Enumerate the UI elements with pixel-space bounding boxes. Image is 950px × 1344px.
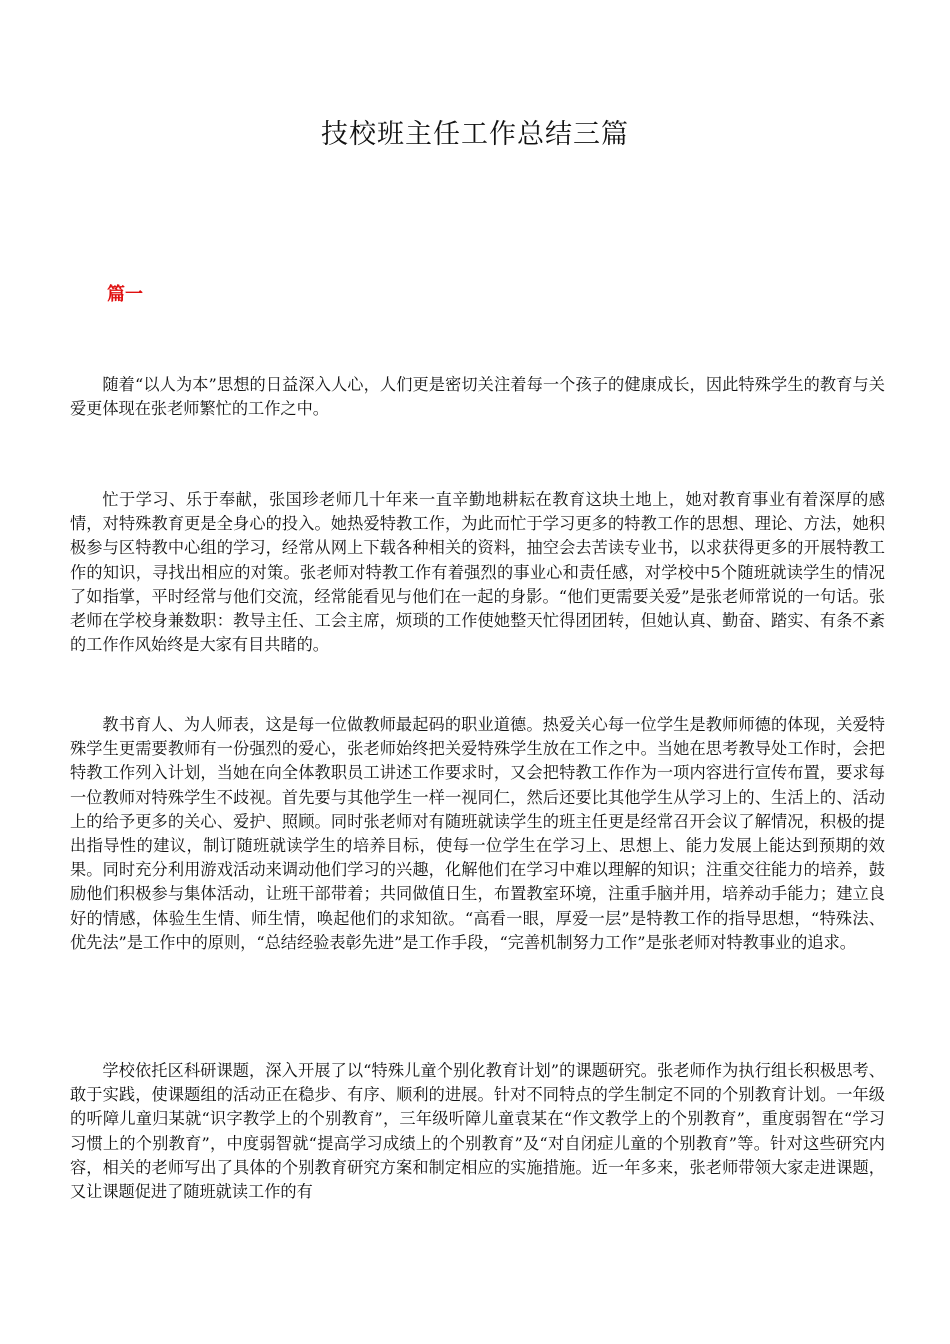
section-heading: 篇一 xyxy=(107,284,143,305)
paragraph-1: 随着“以人为本”思想的日益深入人心，人们更是密切关注着每一个孩子的健康成长，因此特殊学生的教育与关爱更体现在张老师繁忙的工作之中。 xyxy=(70,375,885,419)
paragraph-4: 学校依托区科研课题，深入开展了以“特殊儿童个别化教育计划”的课题研究。张老师作为执行组长积极思考、敢于实践，使课题组的活动正在稳步、有序、顺利的进展。针对不同特点的学生制定不同的个别教育计划。一年级的听障儿童归某就“识字教学上的个别教育”，三年级听障儿童袁某在“作文教学上的个别教育”，重度弱智在“学习习惯上的个别教育”，中度弱智就“提高学习成绩上的个别教育”及“对自闭症儿童的个别教育”等。针对这些研究内容，相关的老师写出了具体的个别教育研究方案和制定相应的实施措施。近一年多来，张老师带领大家走进课题，又让课题促进了随班就读工作的有 xyxy=(70,1061,885,1202)
document-title: 技校班主任工作总结三篇 xyxy=(321,119,629,150)
paragraph-3: 教书育人、为人师表，这是每一位做教师最起码的职业道德。热爱关心每一位学生是教师师德的体现，关爱特殊学生更需要教师有一份强烈的爱心，张老师始终把关爱特殊学生放在工作之中。当她在思考教导处工作时，会把特教工作列入计划，当她在向全体教职员工讲述工作要求时，又会把特教工作作为一项内容进行宣传布置，要求每一位教师对特殊学生不歧视。首先要与其他学生一样一视同仁，然后还要比其他学生从学习上的、生活上的、活动上的给予更多的关心、爱护、照顾。同时张老师对有随班就读学生的班主任更是经常召开会议了解情况，积极的提出指导性的建议，制订随班就读学生的培养目标，使每一位学生在学习上、思想上、能力发展上能达到预期的效果。同时充分利用游戏活动来调动他们学习的兴趣，化解他们在学习中难以理解的知识；注重交往能力的培养，鼓励他们积极参与集体活动，让班干部带着；共同做值日生，布置教室环境，注重手脑并用，培养动手能力；建立良好的情感，体验生生情、师生情，唤起他们的求知欲。“高看一眼，厚爱一层”是特教工作的指导思想，“特殊法、优先法”是工作中的原则，“总结经验表彰先进”是工作手段，“完善机制努力工作”是张老师对特教事业的追求。 xyxy=(70,715,885,952)
paragraph-2: 忙于学习、乐于奉献，张国珍老师几十年来一直辛勤地耕耘在教育这块土地上，她对教育事业有着深厚的感情，对特殊教育更是全身心的投入。她热爱特教工作，为此而忙于学习更多的特教工作的思想、理论、方法，她积极参与区特教中心组的学习，经常从网上下载各种相关的资料，抽空会去苦读专业书，以求获得更多的开展特教工作的知识，寻找出相应的对策。张老师对特教工作有着强烈的事业心和责任感，对学校中5个随班就读学生的情况了如指掌，平时经常与他们交流，经常能看见与他们在一起的身影。“他们更需要关爱”是张老师常说的一句话。张老师在学校身兼数职：教导主任、工会主席，烦琐的工作使她整天忙得团团转，但她认真、勤奋、踏实、有条不紊的工作作风始终是大家有目共睹的。 xyxy=(70,490,885,655)
